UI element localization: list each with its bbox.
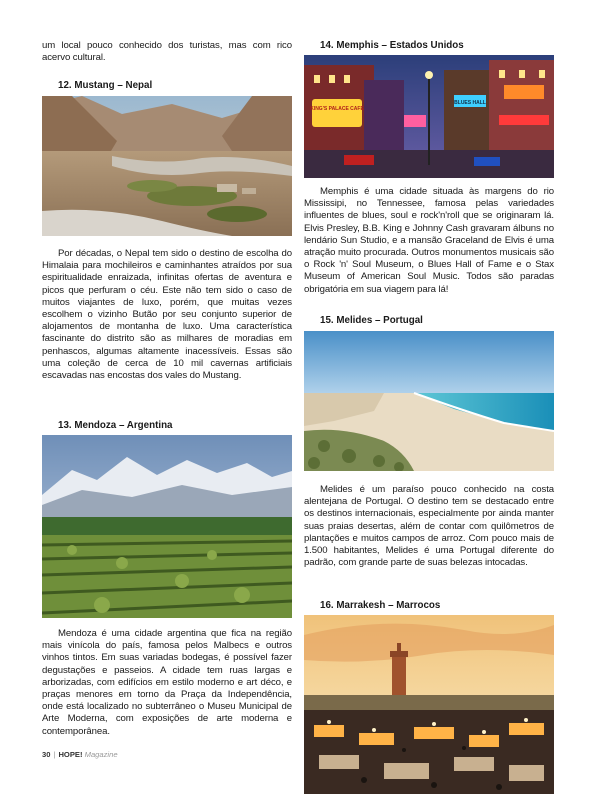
heading-marrakesh: 16. Marrakesh – Marrocos <box>320 600 441 611</box>
mendoza-vineyard-photo <box>42 435 292 618</box>
footer-separator: | <box>53 750 56 759</box>
blues-hall-sign-text: BLUES HALL <box>454 100 486 106</box>
page-number: 30 <box>42 750 51 759</box>
heading-mendoza: 13. Mendoza – Argentina <box>58 420 173 431</box>
magazine-label: Magazine <box>84 750 118 759</box>
heading-mustang: 12. Mustang – Nepal <box>58 80 153 91</box>
intro-paragraph: um local pouco conhecido dos turistas, mas com rico acervo cultural. <box>42 40 292 64</box>
heading-memphis: 14. Memphis – Estados Unidos <box>320 40 464 51</box>
melides-paragraph: Melides é um paraíso pouco conhecido na costa alentejana de Portugal. O destino tem se destacado entre os destinos internacionais, especialmente por ainda manter suas praias desertas, além de contar com quilômetros de plantações e muitos campos de arroz. Com pouco mais de 1.500 habitantes, Melides é uma Portugal diferente do padrão, com grande parte de suas belezas intocadas. <box>304 484 554 569</box>
magazine-brand: HOPE! <box>58 750 83 759</box>
memphis-beale-street-photo <box>304 55 554 178</box>
heading-melides: 15. Melides – Portugal <box>320 315 423 326</box>
memphis-street-illustration <box>304 55 554 178</box>
mustang-paragraph: Por décadas, o Nepal tem sido o destino de escolha do Himalaia para mochileiros e caminhantes atraídos por sua espiritualidade enraizada, infinitas ofertas de aventura e picos que perfuram o céu. Este não tem sido o caso de muitos viajantes de luxo, porém, que muitas vezes escolhem o vizinho Butão por seu conjunto superior de alojamentos de montanha de luxo. Uma característica fascinante do distrito são as milhares de moradias em penhascos, algumas altamente inacessíveis. Essas são uma coleção de cerca de 10 mil cavernas artificiais escavadas nas encostas dos vales do Mustang. <box>42 248 292 382</box>
melides-beach-illustration <box>304 331 554 471</box>
mustang-valley-photo <box>42 96 292 236</box>
marrakesh-square-photo <box>304 615 554 794</box>
mendoza-landscape-illustration <box>42 435 292 618</box>
memphis-paragraph: Memphis é uma cidade situada às margens do rio Mississipi, no Tennessee, famosa pelas variedades influentes de blues, soul e rock'n'roll que se originaram lá. Elvis Presley, B.B. King e Johnny Cash gravaram álbuns no lendário Sun Studio, e a mansão Graceland de Elvis é uma atração muito procurada. Outros monumentos musicais são o Rock 'n' Soul Museum, o Blues Hall of Fame e o Stax Museum of American Soul Music. Todos são paradas obrigatória em sua viagem para lá! <box>304 186 554 295</box>
mustang-landscape-illustration <box>42 96 292 236</box>
page-footer <box>42 750 118 759</box>
melides-beach-photo <box>304 331 554 471</box>
kings-palace-sign-text: KING'S PALACE CAFE <box>310 106 364 112</box>
mendoza-paragraph: Mendoza é uma cidade argentina que fica na região mais vinícola do país, famosa pelos Malbecs e outros vinhos tintos. Em suas variadas bodegas, é possível fazer degustações e passeios. A cidade tem ruas largas e arborizadas, com edifícios em estilo moderno e art déco, e praças menores em torno da Praça da Independência, onde está localizado no subterrâneo o Museu Municipal de Arte Moderna, com exposições de arte moderna e contemporânea. <box>42 628 292 737</box>
marrakesh-square-illustration <box>304 615 554 794</box>
